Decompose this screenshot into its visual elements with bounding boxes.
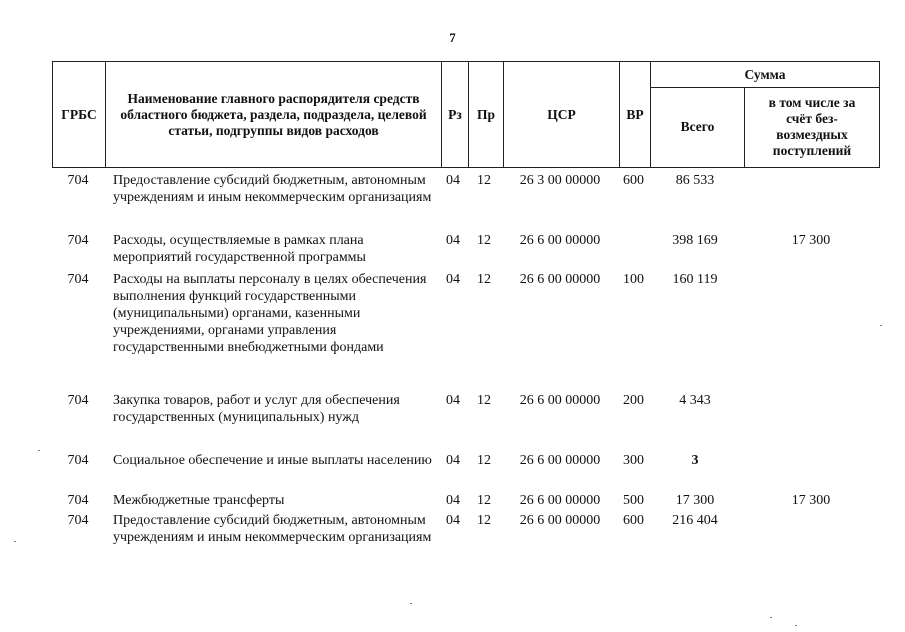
cell-grbs: 704	[67, 453, 89, 468]
cell-vr: 100	[623, 272, 644, 287]
table-row	[52, 388, 880, 448]
cell-name: Расходы, осуществляемые в рамках плана мероприятий государственной программы	[113, 233, 366, 265]
cell-name: Межбюджетные трансферты	[113, 493, 285, 508]
table-row	[52, 168, 880, 228]
cell-total: 4 343	[679, 393, 711, 408]
cell-total: 3	[691, 453, 699, 468]
cell-pr: 12	[477, 233, 491, 248]
cell-rz: 04	[446, 513, 460, 528]
cell-pr: 12	[477, 493, 491, 508]
header-summa-group	[650, 62, 879, 167]
cell-rz: 04	[446, 272, 460, 287]
cell-csr: 26 6 00 00000	[519, 393, 601, 408]
cell-grbs: 704	[67, 173, 89, 188]
header-grbs: ГРБС	[61, 106, 97, 122]
cell-grbs: 704	[67, 493, 89, 508]
scan-speck	[14, 541, 16, 542]
cell-csr: 26 6 00 00000	[519, 272, 601, 287]
header-vr: ВР	[619, 62, 650, 167]
cell-name: Предоставление субсидий бюджетным, автономным учреждениям и иным некоммерческим организациям	[113, 513, 432, 545]
cell-grbs: 704	[67, 513, 89, 528]
cell-pr: 12	[477, 272, 491, 287]
header-total: Всего	[680, 119, 715, 134]
cell-vr: 600	[623, 513, 644, 528]
cell-pr: 12	[477, 173, 491, 188]
scan-speck	[38, 450, 40, 451]
header-name: Наименование главного распорядителя средств областного бюджета, раздела, подраздела, целевой статьи, подгруппы видов расходов	[105, 62, 441, 167]
cell-vr: 300	[623, 453, 644, 468]
scan-speck	[770, 617, 772, 618]
cell-csr: 26 3 00 00000	[519, 173, 601, 188]
cell-grbs: 704	[67, 233, 89, 248]
header-summa: Сумма	[651, 62, 879, 88]
table-body	[52, 168, 880, 568]
cell-csr: 26 6 00 00000	[519, 233, 601, 248]
cell-csr: 26 6 00 00000	[519, 493, 601, 508]
cell-total: 216 404	[672, 513, 718, 528]
cell-incl: 17 300	[791, 233, 831, 248]
cell-name: Закупка товаров, работ и услуг для обеспечения государственных (муниципальных) нужд	[113, 393, 400, 425]
cell-csr: 26 6 00 00000	[519, 453, 601, 468]
scan-speck	[410, 603, 412, 604]
cell-csr: 26 6 00 00000	[519, 513, 601, 528]
cell-grbs: 704	[67, 272, 89, 287]
cell-vr: 500	[623, 493, 644, 508]
page-number: 7	[449, 30, 456, 45]
cell-pr: 12	[477, 393, 491, 408]
cell-total: 160 119	[672, 272, 718, 287]
cell-rz: 04	[446, 393, 460, 408]
cell-rz: 04	[446, 453, 460, 468]
table-row	[52, 267, 880, 388]
table-row	[52, 508, 880, 568]
table-row	[52, 228, 880, 267]
cell-incl: 17 300	[791, 493, 831, 508]
table-header	[52, 61, 880, 168]
header-csr: ЦСР	[503, 62, 619, 167]
cell-name: Расходы на выплаты персоналу в целях обеспечения выполнения функций государственными (муниципальными) органами, казенными учреждениями, органами управления государственными внебюджетными фондами	[113, 272, 427, 355]
cell-total: 398 169	[672, 233, 718, 248]
table-row	[52, 448, 880, 488]
cell-pr: 12	[477, 453, 491, 468]
header-incl: в том числе за счёт без-возмездных поступлений	[744, 87, 879, 167]
cell-rz: 04	[446, 493, 460, 508]
cell-name: Предоставление субсидий бюджетным, автономным учреждениям и иным некоммерческим организациям	[113, 173, 432, 205]
cell-total: 86 533	[675, 173, 715, 188]
cell-grbs: 704	[67, 393, 89, 408]
cell-vr: 200	[623, 393, 644, 408]
scan-speck	[795, 625, 797, 626]
header-rz: Рз	[441, 62, 468, 167]
cell-pr: 12	[477, 513, 491, 528]
scan-speck	[880, 325, 882, 326]
cell-total: 17 300	[675, 493, 715, 508]
cell-rz: 04	[446, 233, 460, 248]
header-pr: Пр	[468, 62, 503, 167]
table-row	[52, 488, 880, 508]
cell-rz: 04	[446, 173, 460, 188]
cell-name: Социальное обеспечение и иные выплаты населению	[113, 453, 432, 468]
cell-vr: 600	[623, 173, 644, 188]
